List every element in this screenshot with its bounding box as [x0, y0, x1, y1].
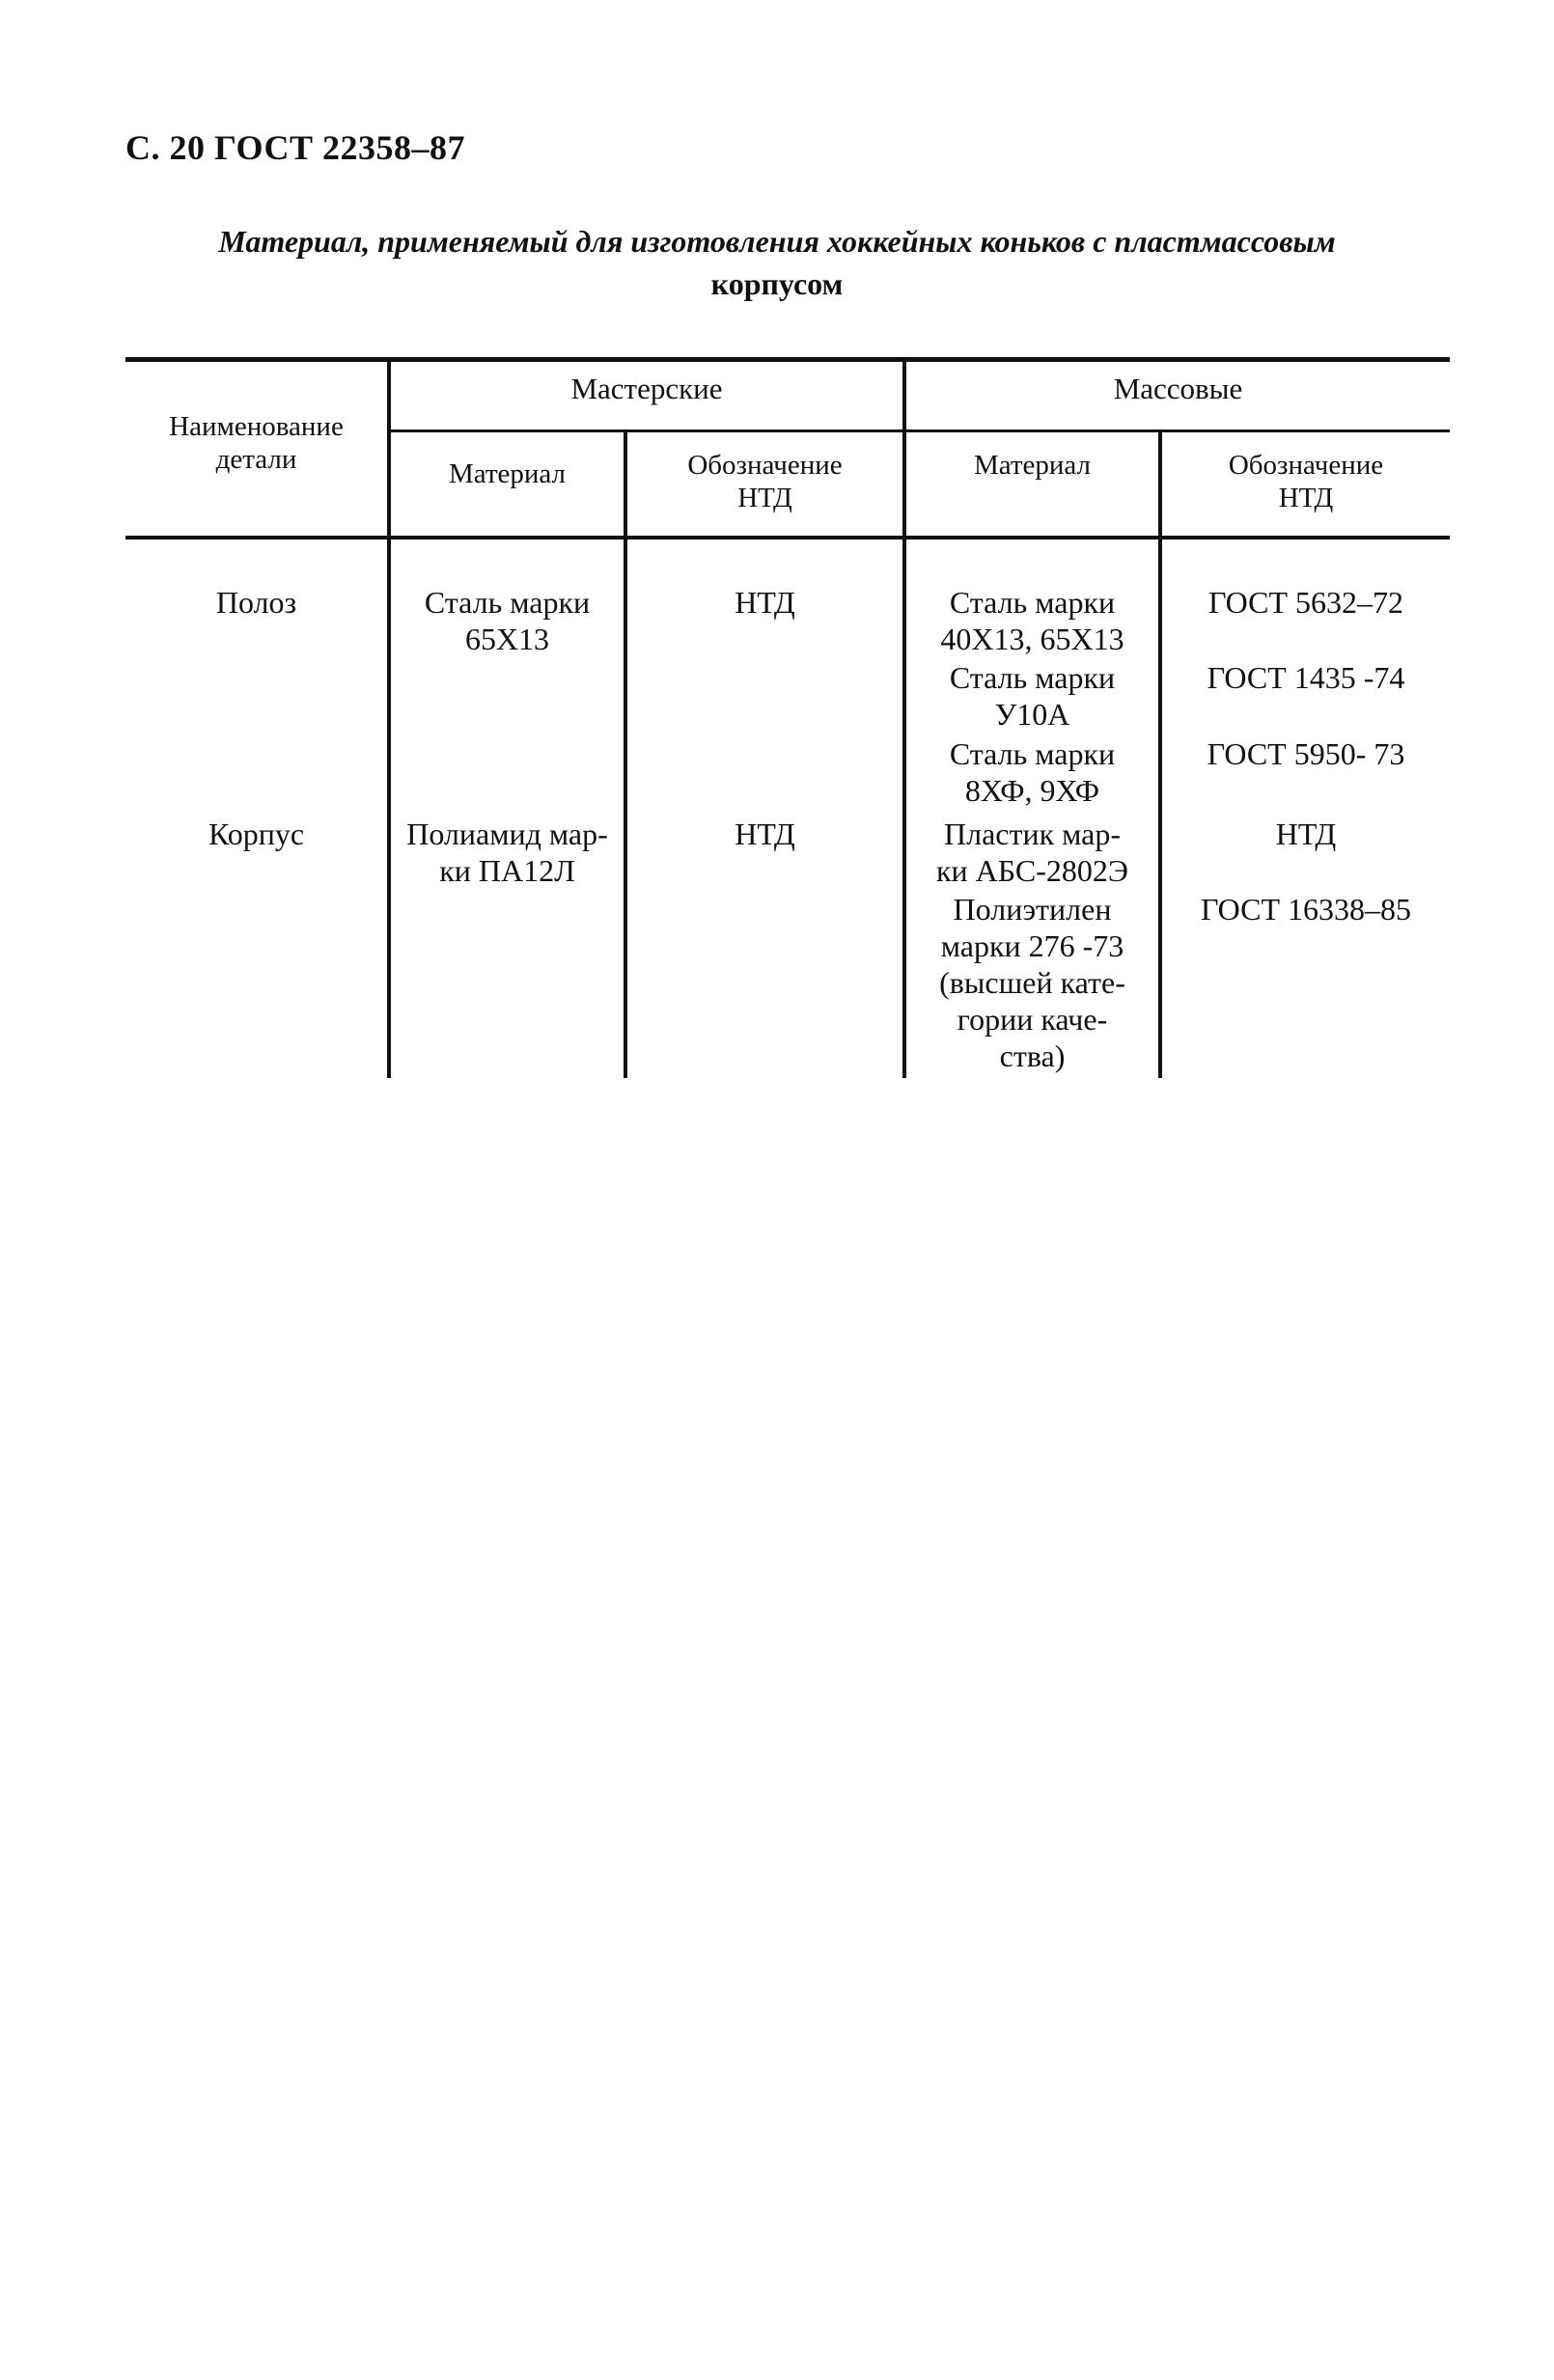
- header-mass-designation: Обозначение НТД: [1228, 450, 1384, 513]
- table-title-line1: Материал, применяемый для изготовления хоккейных коньков с пластмассовым: [218, 224, 1336, 259]
- header-group-masters: Мастерские: [570, 372, 723, 405]
- header-mass-material: Материал: [973, 450, 1092, 481]
- row-poloz-mass-material-1: Сталь марки 40Х13, 65Х13: [940, 585, 1124, 656]
- header-group-mass: Массовые: [1113, 372, 1243, 405]
- row-korpus-mass-material-2: Полиэтилен марки 276 -73 (высшей кате- гории каче- ства): [939, 892, 1125, 1073]
- row-korpus-mass-ntd-1: НТД: [1275, 816, 1337, 851]
- row-poloz-mass-material-3: Сталь марки 8ХФ, 9ХФ: [949, 736, 1116, 808]
- row-poloz-masters-ntd: НТД: [735, 585, 795, 620]
- group-divider-rule: [389, 429, 1450, 432]
- row-poloz-mass-ntd-1: ГОСТ 5632–72: [1207, 585, 1404, 620]
- row-poloz-part: Полоз: [215, 585, 297, 620]
- row-korpus-mass-ntd-2: ГОСТ 16338–85: [1200, 892, 1412, 927]
- header-masters-material: Материал: [448, 458, 567, 489]
- row-poloz-mass-material-2: Сталь марки У10А: [949, 660, 1116, 732]
- page-header: С. 20 ГОСТ 22358–87: [125, 128, 465, 167]
- row-poloz-mass-ntd-3: ГОСТ 5950- 73: [1207, 736, 1405, 771]
- row-korpus-masters-material: Полиамид мар- ки ПА12Л: [406, 816, 608, 888]
- table-title: [145, 220, 1409, 305]
- row-korpus-mass-material-1: Пластик мар- ки АБС-2802Э: [935, 816, 1129, 888]
- row-korpus-masters-ntd: НТД: [735, 816, 795, 851]
- row-poloz-mass-ntd-2: ГОСТ 1435 -74: [1207, 660, 1405, 695]
- header-masters-designation: Обозначение НТД: [687, 450, 843, 513]
- table-title-line2: корпусом: [710, 266, 844, 301]
- table-top-rule: [125, 357, 1450, 362]
- row-korpus-part: Корпус: [208, 816, 305, 851]
- col-divider-2: [624, 431, 627, 1078]
- row-poloz-masters-material: Сталь марки 65Х13: [424, 585, 591, 656]
- header-part-name: Наименование детали: [169, 411, 344, 475]
- header-bottom-rule: [125, 536, 1450, 540]
